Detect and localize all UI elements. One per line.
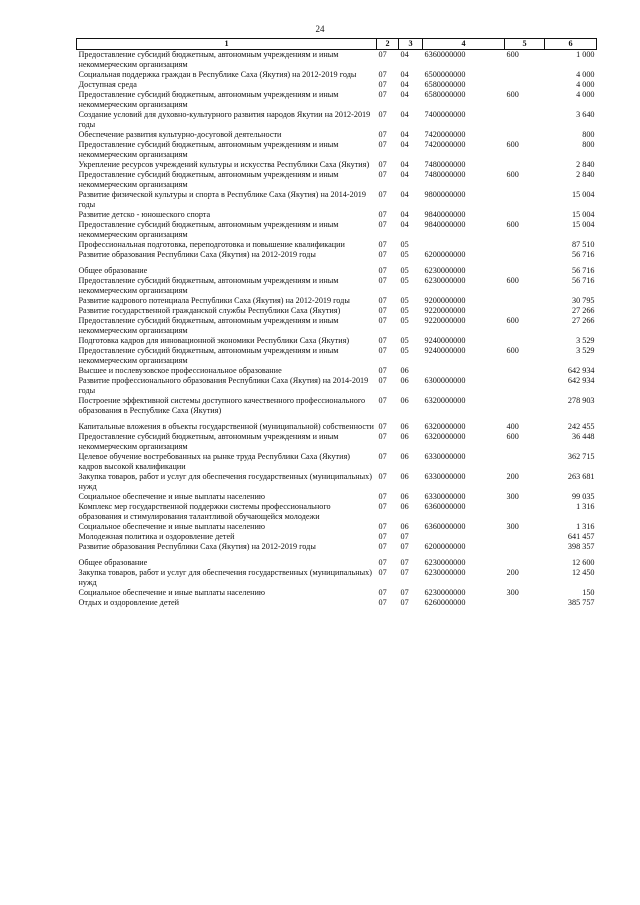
row-amount: 4 000 (576, 90, 595, 99)
row-name: Отдых и оздоровление детей (78, 598, 180, 607)
row-section: 07 (378, 210, 387, 219)
row-name: Профессиональная подготовка, переподготовка и повышение квалификации (78, 240, 345, 249)
row-expense-type (505, 110, 545, 130)
table-row (77, 296, 597, 306)
row-name: Подготовка кадров для инновационной экономики Республики Саха (Якутия) (78, 336, 350, 345)
row-target-article: 9220000000 (424, 306, 466, 315)
row-section: 07 (378, 130, 387, 139)
row-section: 07 (378, 276, 387, 285)
table-row (77, 260, 597, 276)
row-name: Развитие кадрового потенциала Республики Саха (Якутия) на 2012-2019 годы (78, 296, 350, 305)
row-name: Общее образование (78, 558, 148, 567)
row-subsection: 07 (400, 542, 409, 551)
table-row (77, 452, 597, 472)
row-name: Доступная среда (78, 80, 137, 89)
table-row (77, 336, 597, 346)
header-col-3: 3 (399, 39, 423, 50)
row-subsection: 04 (400, 80, 409, 89)
row-expense-type: 600 (506, 140, 519, 149)
row-amount: 278 903 (567, 396, 595, 405)
row-target-article: 7480000000 (424, 170, 466, 179)
header-col-4: 4 (423, 39, 505, 50)
row-target-article: 6200000000 (424, 250, 466, 259)
row-section: 07 (378, 492, 387, 501)
header-col-5: 5 (505, 39, 545, 50)
row-expense-type (505, 160, 545, 170)
row-subsection: 06 (400, 396, 409, 405)
row-name: Социальное обеспечение и иные выплаты населению (78, 588, 265, 597)
row-expense-type (505, 532, 545, 542)
row-expense-type (505, 598, 545, 608)
row-section: 07 (378, 522, 387, 531)
row-amount: 12 600 (571, 558, 595, 567)
row-amount: 2 840 (576, 170, 595, 179)
row-section: 07 (378, 452, 387, 461)
row-section: 07 (378, 296, 387, 305)
table-body (77, 50, 597, 609)
table-row (77, 552, 597, 568)
row-expense-type (505, 240, 545, 250)
row-name: Капитальные вложения в объекты государственной (муниципальной) собственности (78, 422, 374, 431)
row-target-article: 6230000000 (424, 266, 466, 275)
table-row (77, 366, 597, 376)
row-name: Обеспечение развития культурно-досуговой деятельности (78, 130, 282, 139)
row-expense-type (505, 452, 545, 472)
row-name: Целевое обучение востребованных на рынке труда Республики Саха (Якутия) кадров высокой квалификации (78, 452, 350, 471)
row-expense-type (505, 70, 545, 80)
row-section: 07 (378, 90, 387, 99)
row-name: Предоставление субсидий бюджетным, автономным учреждениям и иным некоммерческим организациям (78, 170, 339, 189)
table-row (77, 250, 597, 260)
row-amount: 56 716 (571, 250, 595, 259)
row-subsection: 04 (400, 50, 409, 59)
row-subsection: 06 (400, 376, 409, 385)
row-target-article: 9800000000 (424, 190, 466, 199)
row-amount: 1 316 (576, 522, 595, 531)
table-row (77, 376, 597, 396)
row-name: Развитие физической культуры и спорта в Республике Саха (Якутия) на 2014-2019 годы (78, 190, 366, 209)
row-name: Предоставление субсидий бюджетным, автономным учреждениям и иным некоммерческим организациям (78, 90, 339, 109)
row-section: 07 (378, 140, 387, 149)
row-subsection: 06 (400, 366, 409, 375)
row-name: Предоставление субсидий бюджетным, автономным учреждениям и иным некоммерческим организациям (78, 346, 339, 365)
row-expense-type (505, 396, 545, 416)
row-expense-type (505, 376, 545, 396)
row-subsection: 04 (400, 140, 409, 149)
row-amount: 1 000 (576, 50, 595, 59)
row-expense-type: 600 (506, 90, 519, 99)
row-name: Предоставление субсидий бюджетным, автономным учреждениям и иным некоммерческим организациям (78, 220, 339, 239)
table-row (77, 276, 597, 296)
row-expense-type: 600 (506, 346, 519, 355)
row-name: Построение эффективной системы доступного качественного профессионального образования в Республике Саха (Якутия) (78, 396, 366, 415)
row-target-article (423, 532, 505, 542)
row-target-article: 6580000000 (424, 80, 466, 89)
row-target-article: 6200000000 (424, 542, 466, 551)
row-section: 07 (378, 376, 387, 385)
row-expense-type (505, 366, 545, 376)
row-expense-type (505, 336, 545, 346)
row-expense-type: 600 (506, 220, 519, 229)
row-subsection: 04 (400, 210, 409, 219)
row-expense-type: 200 (506, 472, 519, 481)
row-section: 07 (378, 568, 387, 577)
row-subsection: 04 (400, 160, 409, 169)
table-row (77, 220, 597, 240)
table-row (77, 532, 597, 542)
row-expense-type: 600 (506, 432, 519, 441)
header-col-6: 6 (545, 39, 597, 50)
table-row (77, 90, 597, 110)
row-target-article: 7480000000 (424, 160, 466, 169)
row-name: Закупка товаров, работ и услуг для обеспечения государственных (муниципальных) нужд (78, 568, 372, 587)
row-section: 07 (378, 80, 387, 89)
row-amount: 30 795 (571, 296, 595, 305)
row-expense-type: 600 (506, 170, 519, 179)
row-amount: 362 715 (567, 452, 595, 461)
table-row (77, 240, 597, 250)
row-name: Высшее и послевузовское профессиональное образование (78, 366, 282, 375)
row-amount: 3 529 (576, 346, 595, 355)
row-name: Закупка товаров, работ и услуг для обеспечения государственных (муниципальных) нужд (78, 472, 372, 491)
row-target-article: 6500000000 (424, 70, 466, 79)
row-target-article: 6360000000 (424, 50, 466, 59)
row-section: 07 (378, 306, 387, 315)
row-target-article: 9240000000 (424, 346, 466, 355)
row-amount: 56 716 (571, 276, 595, 285)
row-expense-type: 300 (506, 522, 519, 531)
row-amount: 2 840 (576, 160, 595, 169)
row-target-article: 9240000000 (424, 336, 466, 345)
table-row (77, 522, 597, 532)
row-amount: 99 035 (571, 492, 595, 501)
row-target-article: 6230000000 (424, 568, 466, 577)
row-name: Развитие детско - юношеского спорта (78, 210, 211, 219)
row-target-article: 6320000000 (424, 422, 466, 431)
row-name: Развитие образования Республики Саха (Якутия) на 2012-2019 годы (78, 542, 316, 551)
row-target-article: 7420000000 (424, 140, 466, 149)
table-row (77, 432, 597, 452)
row-subsection: 05 (400, 266, 409, 275)
row-subsection: 07 (400, 568, 409, 577)
row-expense-type (505, 260, 545, 276)
table-header-row (77, 39, 597, 50)
table-row (77, 502, 597, 522)
row-amount: 15 004 (571, 210, 595, 219)
row-amount: 27 266 (571, 306, 595, 315)
row-name: Укрепление ресурсов учреждений культуры и искусства Республики Саха (Якутия) (78, 160, 370, 169)
row-section: 07 (378, 532, 387, 541)
row-section: 07 (378, 558, 387, 567)
header-col-2: 2 (377, 39, 399, 50)
table-row (77, 346, 597, 366)
row-subsection: 07 (400, 588, 409, 597)
row-amount: 3 640 (576, 110, 595, 119)
row-subsection: 05 (400, 276, 409, 285)
row-subsection: 06 (400, 492, 409, 501)
table-row (77, 50, 597, 71)
row-target-article (423, 240, 505, 250)
row-amount: 4 000 (576, 70, 595, 79)
row-name: Предоставление субсидий бюджетным, автономным учреждениям и иным некоммерческим организациям (78, 140, 339, 159)
row-target-article: 9200000000 (424, 296, 466, 305)
row-amount: 12 450 (571, 568, 595, 577)
row-subsection: 07 (400, 558, 409, 567)
row-subsection: 07 (400, 598, 409, 607)
row-target-article: 9220000000 (424, 316, 466, 325)
row-subsection: 04 (400, 110, 409, 119)
row-section: 07 (378, 110, 387, 119)
table-row (77, 160, 597, 170)
table-row (77, 170, 597, 190)
row-name: Предоставление субсидий бюджетным, автономным учреждениям и иным некоммерческим организациям (78, 276, 339, 295)
table-row (77, 316, 597, 336)
row-section: 07 (378, 472, 387, 481)
row-amount: 800 (582, 140, 595, 149)
row-expense-type (505, 190, 545, 210)
row-amount: 800 (582, 130, 595, 139)
row-target-article: 6330000000 (424, 452, 466, 461)
page-number: 24 (315, 24, 325, 34)
row-amount: 398 357 (567, 542, 595, 551)
table-row (77, 190, 597, 210)
row-name: Молодежная политика и оздоровление детей (78, 532, 235, 541)
table-row (77, 542, 597, 552)
row-subsection: 06 (400, 522, 409, 531)
row-section: 07 (378, 70, 387, 79)
row-expense-type: 600 (506, 316, 519, 325)
row-amount: 56 716 (571, 266, 595, 275)
row-section: 07 (378, 250, 387, 259)
row-expense-type (505, 306, 545, 316)
row-name: Создание условий для духовно-культурного развития народов Якутии на 2012-2019 годы (78, 110, 371, 129)
row-subsection: 05 (400, 306, 409, 315)
row-subsection: 06 (400, 472, 409, 481)
row-subsection: 05 (400, 240, 409, 249)
row-subsection: 05 (400, 346, 409, 355)
row-section: 07 (378, 366, 387, 375)
table-row (77, 568, 597, 588)
row-section: 07 (378, 396, 387, 405)
row-section: 07 (378, 432, 387, 441)
row-subsection: 05 (400, 316, 409, 325)
row-section: 07 (378, 502, 387, 511)
row-subsection: 04 (400, 90, 409, 99)
table-row (77, 130, 597, 140)
row-expense-type: 600 (506, 276, 519, 285)
row-amount: 1 316 (576, 502, 595, 511)
row-section: 07 (378, 266, 387, 275)
row-amount: 15 004 (571, 220, 595, 229)
row-name: Предоставление субсидий бюджетным, автономным учреждениям и иным некоммерческим организациям (78, 316, 339, 335)
row-amount: 3 529 (576, 336, 595, 345)
row-target-article (423, 366, 505, 376)
table-row (77, 110, 597, 130)
row-amount: 641 457 (567, 532, 595, 541)
row-name: Предоставление субсидий бюджетным, автономным учреждениям и иным некоммерческим организациям (78, 50, 339, 69)
row-expense-type (505, 210, 545, 220)
row-name: Социальное обеспечение и иные выплаты населению (78, 522, 265, 531)
row-amount: 4 000 (576, 80, 595, 89)
row-name: Предоставление субсидий бюджетным, автономным учреждениям и иным некоммерческим организациям (78, 432, 339, 451)
row-subsection: 05 (400, 336, 409, 345)
row-name: Комплекс мер государственной поддержки системы профессионального образования и стимулирования талантливой обучающейся молодежи (78, 502, 331, 521)
row-amount: 27 266 (571, 316, 595, 325)
row-section: 07 (378, 170, 387, 179)
table-row (77, 588, 597, 598)
row-amount: 642 934 (567, 376, 595, 385)
table-row (77, 140, 597, 160)
table-row (77, 306, 597, 316)
row-subsection: 06 (400, 452, 409, 461)
row-name: Социальное обеспечение и иные выплаты населению (78, 492, 265, 501)
row-target-article: 6320000000 (424, 432, 466, 441)
row-section: 07 (378, 598, 387, 607)
row-target-article: 6230000000 (424, 276, 466, 285)
table-row (77, 396, 597, 416)
row-expense-type (505, 552, 545, 568)
row-section: 07 (378, 542, 387, 551)
row-expense-type (505, 542, 545, 552)
row-expense-type: 600 (506, 50, 519, 59)
row-subsection: 04 (400, 170, 409, 179)
row-section: 07 (378, 346, 387, 355)
row-amount: 36 448 (571, 432, 595, 441)
row-target-article: 6330000000 (424, 492, 466, 501)
row-expense-type (505, 296, 545, 306)
row-target-article: 7400000000 (424, 110, 466, 119)
row-expense-type: 400 (506, 422, 519, 431)
row-section: 07 (378, 50, 387, 59)
row-target-article: 6230000000 (424, 588, 466, 597)
row-subsection: 04 (400, 220, 409, 229)
row-subsection: 06 (400, 502, 409, 511)
row-amount: 385 757 (567, 598, 595, 607)
table-row (77, 416, 597, 432)
row-amount: 87 510 (571, 240, 595, 249)
row-amount: 150 (582, 588, 595, 597)
row-expense-type (505, 130, 545, 140)
row-section: 07 (378, 220, 387, 229)
row-target-article: 6260000000 (424, 598, 466, 607)
row-target-article: 6320000000 (424, 396, 466, 405)
row-section: 07 (378, 190, 387, 199)
row-amount: 642 934 (567, 366, 595, 375)
row-amount: 15 004 (571, 190, 595, 199)
row-target-article: 9840000000 (424, 210, 466, 219)
row-subsection: 04 (400, 190, 409, 199)
table-row (77, 492, 597, 502)
row-expense-type: 200 (506, 568, 519, 577)
row-amount: 242 455 (567, 422, 595, 431)
row-target-article: 6360000000 (424, 502, 466, 511)
row-target-article: 7420000000 (424, 130, 466, 139)
row-subsection: 07 (400, 532, 409, 541)
row-target-article: 6580000000 (424, 90, 466, 99)
row-subsection: 05 (400, 250, 409, 259)
row-target-article: 6300000000 (424, 376, 466, 385)
row-expense-type: 300 (506, 588, 519, 597)
row-subsection: 06 (400, 422, 409, 431)
row-name: Развитие образования Республики Саха (Якутия) на 2012-2019 годы (78, 250, 316, 259)
header-col-1: 1 (77, 39, 377, 50)
table-row (77, 80, 597, 90)
row-name: Общее образование (78, 266, 148, 275)
row-section: 07 (378, 160, 387, 169)
row-target-article: 6230000000 (424, 558, 466, 567)
row-section: 07 (378, 316, 387, 325)
row-expense-type (505, 80, 545, 90)
row-subsection: 06 (400, 432, 409, 441)
row-expense-type (505, 250, 545, 260)
row-section: 07 (378, 336, 387, 345)
table-row (77, 210, 597, 220)
row-target-article: 6360000000 (424, 522, 466, 531)
row-expense-type (505, 502, 545, 522)
row-amount: 263 681 (567, 472, 595, 481)
row-section: 07 (378, 588, 387, 597)
row-section: 07 (378, 422, 387, 431)
row-subsection: 04 (400, 130, 409, 139)
table-row (77, 598, 597, 608)
budget-table (76, 38, 597, 608)
row-name: Развитие профессионального образования Республики Саха (Якутия) на 2014-2019 годы (78, 376, 369, 395)
row-subsection: 05 (400, 296, 409, 305)
row-subsection: 04 (400, 70, 409, 79)
row-section: 07 (378, 240, 387, 249)
table-row (77, 472, 597, 492)
row-name: Развитие государственной гражданской службы Республики Саха (Якутия) (78, 306, 341, 315)
row-target-article: 9840000000 (424, 220, 466, 229)
row-name: Социальная поддержка граждан в Республике Саха (Якутия) на 2012-2019 годы (78, 70, 357, 79)
table-row (77, 70, 597, 80)
row-target-article: 6330000000 (424, 472, 466, 481)
row-expense-type: 300 (506, 492, 519, 501)
